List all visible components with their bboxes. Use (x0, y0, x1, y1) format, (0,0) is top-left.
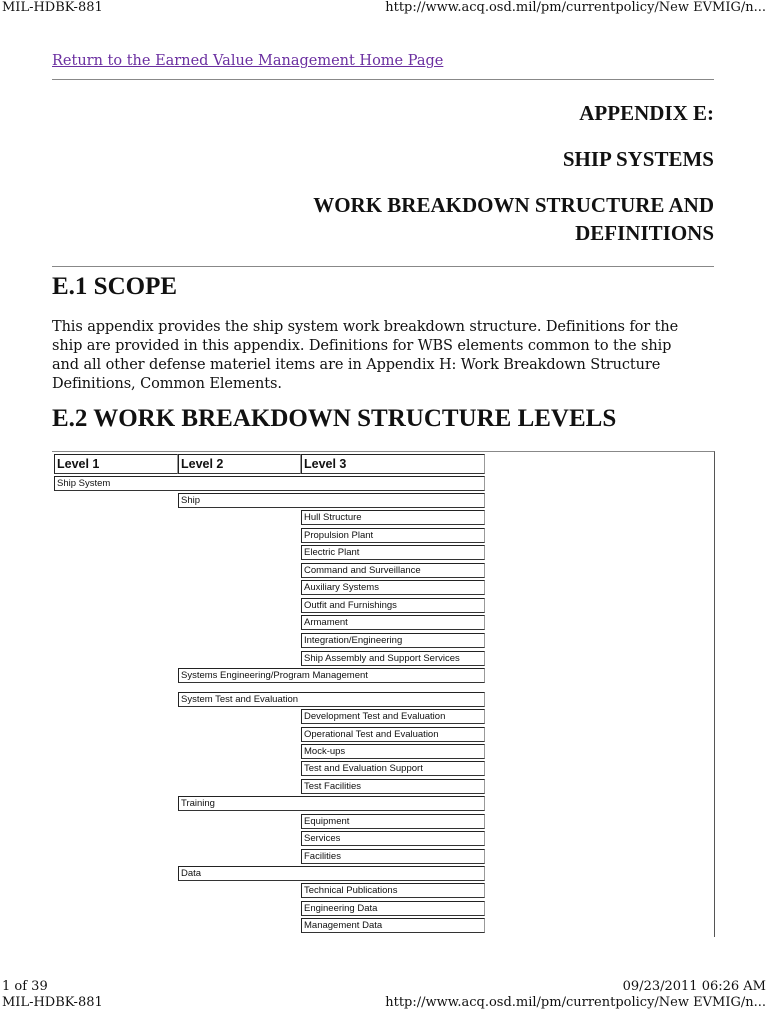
wbs-level2-cell: Data (178, 866, 485, 881)
wbs-level3-cell: Facilities (301, 849, 485, 864)
wbs-level3-cell: Command and Surveillance (301, 563, 485, 578)
header-url: http://www.acq.osd.mil/pm/currentpolicy/New EVMIG/n... (385, 0, 766, 15)
wbs-level3-cell: Mock-ups (301, 744, 485, 759)
wbs-level2-cell: Training (178, 796, 485, 811)
wbs-level3-cell: Technical Publications (301, 883, 485, 898)
wbs-level3-cell: Equipment (301, 814, 485, 829)
wbs-title-line1: WORK BREAKDOWN STRUCTURE AND (313, 193, 714, 217)
wbs-level3-cell: Services (301, 831, 485, 846)
wbs-level3-cell: Management Data (301, 918, 485, 933)
section-heading-scope: E.1 SCOPE (52, 273, 178, 300)
footer-timestamp: 09/23/2011 06:26 AM (622, 979, 766, 994)
appendix-title: APPENDIX E: (579, 101, 714, 125)
wbs-title-line2: DEFINITIONS (575, 221, 714, 245)
column-header-level3: Level 3 (301, 454, 485, 474)
wbs-level3-cell: Development Test and Evaluation (301, 709, 485, 724)
scope-line: This appendix provides the ship system work breakdown structure. Definitions for the (52, 319, 679, 335)
scope-line: ship are provided in this appendix. Definitions for WBS elements common to the ship (52, 338, 672, 354)
scope-paragraph (52, 318, 720, 394)
wbs-level3-cell: Auxiliary Systems (301, 580, 485, 595)
section-heading-wbs-levels: E.2 WORK BREAKDOWN STRUCTURE LEVELS (52, 405, 617, 432)
return-home-link[interactable]: Return to the Earned Value Management Home Page (52, 53, 444, 69)
wbs-level3-cell: Hull Structure (301, 510, 485, 525)
scope-line: Definitions, Common Elements. (52, 376, 282, 392)
footer-page-count: 1 of 39 (2, 979, 48, 994)
wbs-level3-cell: Propulsion Plant (301, 528, 485, 543)
column-header-level1: Level 1 (54, 454, 178, 474)
wbs-level3-cell: Test Facilities (301, 779, 485, 794)
wbs-level3-cell: Outfit and Furnishings (301, 598, 485, 613)
top-divider (52, 79, 714, 80)
title-divider (52, 266, 714, 267)
scope-line: and all other defense materiel items are in Appendix H: Work Breakdown Structure (52, 357, 661, 373)
wbs-level3-cell: Engineering Data (301, 901, 485, 916)
wbs-level3-cell: Operational Test and Evaluation (301, 727, 485, 742)
wbs-level3-cell: Armament (301, 615, 485, 630)
wbs-level3-cell: Integration/Engineering (301, 633, 485, 648)
footer-doc-id: MIL-HDBK-881 (2, 995, 103, 1010)
wbs-level3-cell: Test and Evaluation Support (301, 761, 485, 776)
wbs-level3-cell: Electric Plant (301, 545, 485, 560)
wbs-level2-cell: Systems Engineering/Program Management (178, 668, 485, 683)
column-header-level2: Level 2 (178, 454, 301, 474)
footer-url: http://www.acq.osd.mil/pm/currentpolicy/New EVMIG/n... (385, 995, 766, 1010)
wbs-level1-cell: Ship System (54, 476, 485, 491)
wbs-table (52, 451, 715, 937)
wbs-level2-cell: Ship (178, 493, 485, 508)
ship-systems-title: SHIP SYSTEMS (562, 147, 714, 171)
wbs-level2-cell: System Test and Evaluation (178, 692, 485, 707)
header-doc-id: MIL-HDBK-881 (2, 0, 103, 15)
wbs-level3-cell: Ship Assembly and Support Services (301, 651, 485, 666)
